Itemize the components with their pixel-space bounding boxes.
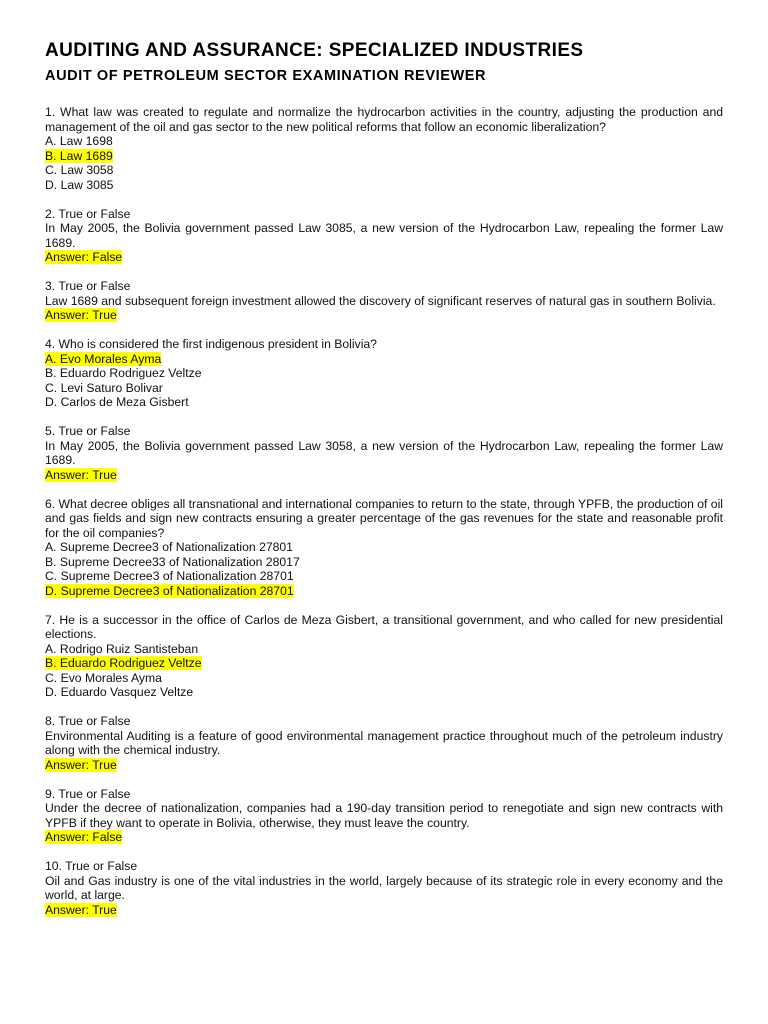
question-item — [45, 337, 723, 410]
answer-highlighted: Answer: True — [45, 308, 117, 322]
question-type-label: 5. True or False — [45, 424, 131, 438]
question-statement: Environmental Auditing is a feature of good environmental management practice throughout much of the petroleum industry along with the chemical industry. — [45, 728, 723, 757]
page-subtitle: AUDIT OF PETROLEUM SECTOR EXAMINATION REVIEWER — [45, 68, 487, 84]
question-item — [45, 714, 723, 772]
option-d: D. Eduardo Vasquez Veltze — [45, 685, 194, 699]
option-a: A. Rodrigo Ruiz Santisteban — [45, 641, 199, 656]
option-c: C. Levi Saturo Bolivar — [45, 380, 163, 395]
question-text: 6. What decree obliges all transnational and international companies to return to the state, through YPFB, the production of oil and gas fields and sign new contracts ensuring a greater percentage of the gas revenues for the state and reasonable profit for the oil companies? — [45, 496, 723, 540]
question-type-label: 3. True or False — [45, 279, 131, 293]
option-d: D. Law 3085 — [45, 177, 114, 192]
option-a: A. Law 1698 — [45, 134, 113, 148]
option-b-highlighted-answer: B. Eduardo Rodriguez Veltze — [45, 656, 202, 670]
question-text: 1. What law was created to regulate and normalize the hydrocarbon activities in the country, adjusting the production and management of the oil and gas sector to the new political reforms that follow an economic liberalization? — [45, 105, 723, 134]
question-list — [45, 105, 723, 917]
option-b: B. Supreme Decree33 of Nationalization 28017 — [45, 554, 300, 569]
question-item — [45, 497, 723, 599]
option-b: B. Eduardo Rodriguez Veltze — [45, 366, 202, 380]
question-text: 7. He is a successor in the office of Carlos de Meza Gisbert, a transitional government, and who called for new presidential elections. — [45, 612, 723, 641]
question-statement: In May 2005, the Bolivia government passed Law 3085, a new version of the Hydrocarbon Law, repealing the former Law 1689. — [45, 221, 723, 250]
question-statement: Oil and Gas industry is one of the vital industries in the world, largely because of its strategic role in every economy and the world, at large. — [45, 873, 723, 902]
option-d: D. Carlos de Meza Gisbert — [45, 395, 189, 409]
option-c: C. Evo Morales Ayma — [45, 670, 162, 685]
question-item — [45, 207, 723, 265]
option-c: C. Law 3058 — [45, 163, 114, 177]
option-a: A. Supreme Decree3 of Nationalization 27801 — [45, 540, 293, 554]
question-type-label: 8. True or False — [45, 714, 131, 728]
question-statement: Under the decree of nationalization, companies had a 190-day transition period to renegotiate and sign new contracts with YPFB if they want to operate in Bolivia, otherwise, they must leave the country. — [45, 801, 723, 830]
answer-highlighted: Answer: True — [45, 757, 117, 772]
answer-highlighted: Answer: False — [45, 830, 123, 844]
question-statement: Law 1689 and subsequent foreign investment allowed the discovery of significant reserves of natural gas in southern Bolivia. — [45, 293, 716, 308]
option-d-highlighted-answer: D. Supreme Decree3 of Nationalization 28701 — [45, 583, 294, 598]
option-a-highlighted-answer: A. Evo Morales Ayma — [45, 351, 162, 366]
page-title: AUDITING AND ASSURANCE: SPECIALIZED INDUSTRIES — [45, 40, 584, 61]
question-item — [45, 105, 723, 192]
question-type-label: 9. True or False — [45, 786, 131, 801]
answer-highlighted: Answer: True — [45, 467, 117, 482]
question-statement: In May 2005, the Bolivia government passed Law 3058, a new version of the Hydrocarbon Law, repealing the former Law 1689. — [45, 438, 723, 467]
question-item — [45, 279, 723, 323]
answer-highlighted: Answer: True — [45, 902, 117, 917]
question-type-label: 2. True or False — [45, 206, 131, 221]
question-item — [45, 424, 723, 482]
question-item — [45, 787, 723, 845]
question-text: 4. Who is considered the first indigenous president in Bolivia? — [45, 337, 377, 351]
question-type-label: 10. True or False — [45, 859, 138, 873]
option-c: C. Supreme Decree3 of Nationalization 28701 — [45, 569, 294, 583]
question-item — [45, 859, 723, 917]
question-item — [45, 613, 723, 700]
option-b-highlighted-answer: B. Law 1689 — [45, 148, 113, 163]
answer-highlighted: Answer: False — [45, 250, 123, 264]
